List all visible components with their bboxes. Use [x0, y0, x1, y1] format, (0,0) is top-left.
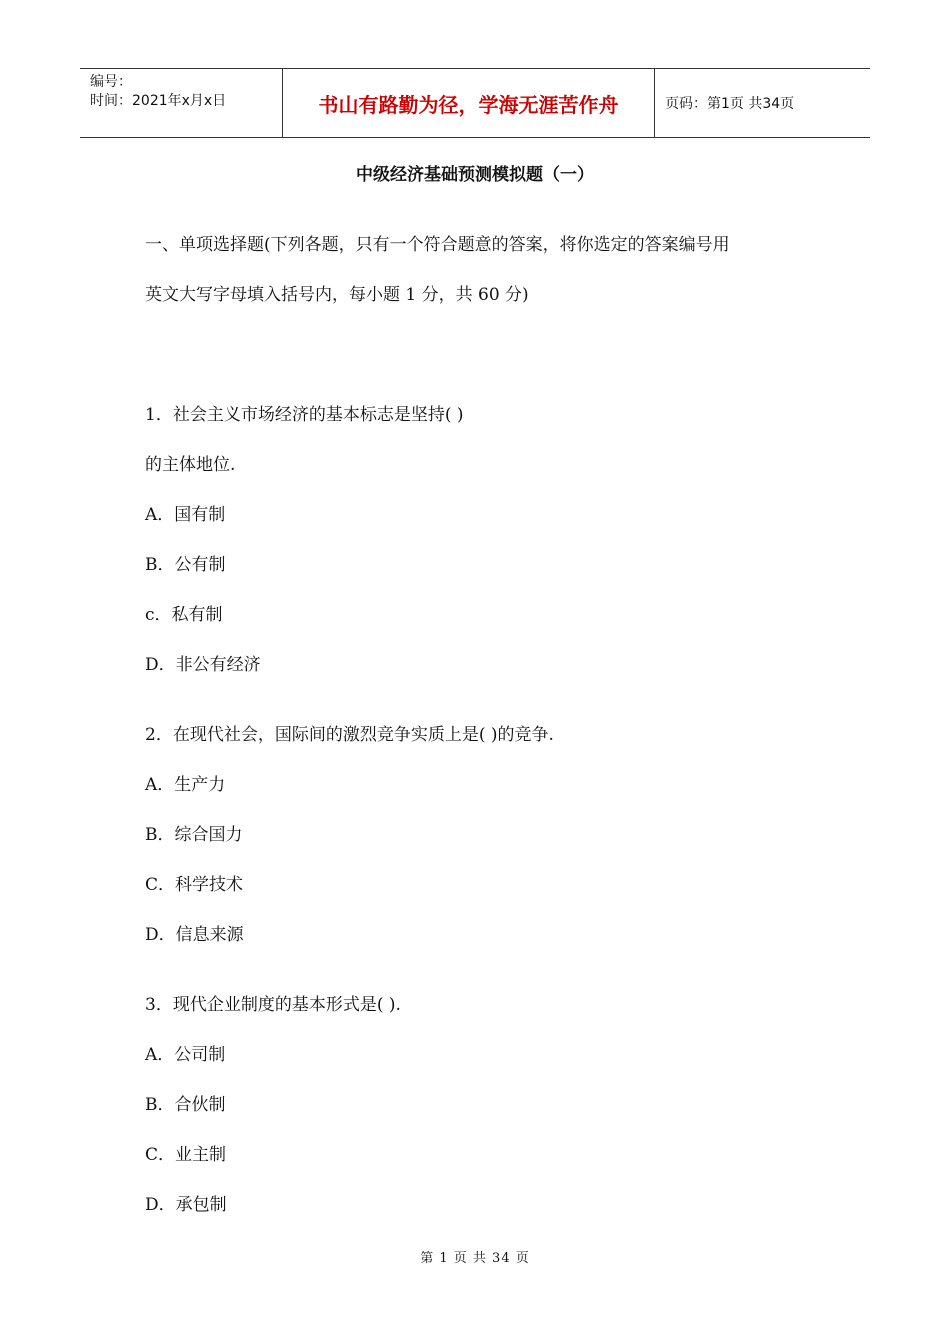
document-title: 中级经济基础预测模拟题（一） — [356, 165, 594, 185]
section-instruction-line-1: 一、单项选择题(下列各题，只有一个符合题意的答案，将你选定的答案编号用 — [145, 235, 730, 255]
document-time: 时间：2021年x月x日 — [90, 93, 227, 109]
question-3-stem: 3．现代企业制度的基本形式是( ). — [145, 995, 401, 1015]
question-3-option-d: D．承包制 — [145, 1195, 227, 1215]
question-2-option-b: B．综合国力 — [145, 825, 243, 845]
page-footer: 第 1 页 共 34 页 — [420, 1251, 530, 1266]
question-3-option-c: C．业主制 — [145, 1145, 227, 1165]
question-2-option-a: A．生产力 — [145, 775, 226, 795]
question-1-stem: 1．社会主义市场经济的基本标志是坚持( ) — [145, 405, 464, 425]
question-1-option-b: B．公有制 — [145, 555, 226, 575]
header-motto: 书山有路勤为径，学海无涯苦作舟 — [282, 69, 655, 137]
question-2-option-c: C．科学技术 — [145, 875, 244, 895]
question-3-option-a: A．公司制 — [145, 1045, 226, 1065]
question-2-option-d: D．信息来源 — [145, 925, 244, 945]
question-1-option-d: D．非公有经济 — [145, 655, 261, 675]
question-1-stem-continued: 的主体地位. — [145, 455, 236, 475]
question-1-option-a: A．国有制 — [145, 505, 226, 525]
header-meta — [80, 69, 282, 137]
question-3-option-b: B．合伙制 — [145, 1095, 226, 1115]
document-number-label: 编号： — [90, 74, 132, 90]
page-header — [80, 68, 870, 138]
header-page-info: 页码：第1页 共34页 — [665, 96, 795, 112]
question-1-option-c: c．私有制 — [145, 605, 223, 625]
question-2-stem: 2．在现代社会，国际间的激烈竞争实质上是( )的竞争. — [145, 725, 554, 745]
section-instruction-line-2: 英文大写字母填入括号内，每小题 1 分，共 60 分) — [145, 285, 529, 305]
